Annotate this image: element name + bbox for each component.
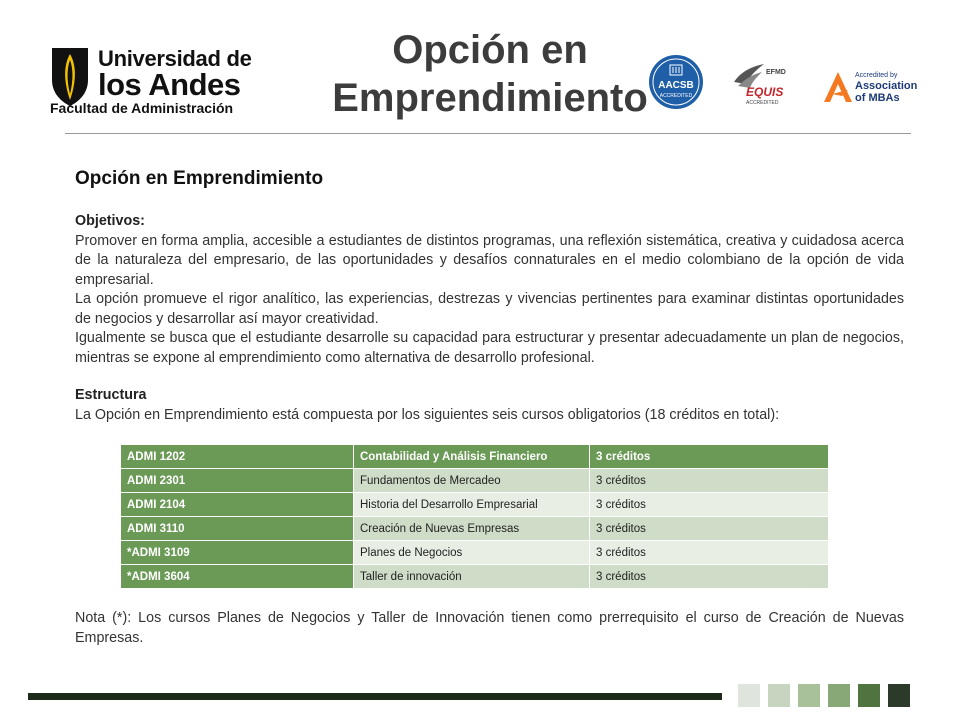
course-code: ADMI 2104: [121, 493, 354, 517]
amba-label-1: Association: [855, 80, 917, 92]
estructura-text: La Opción en Emprendimiento está compuesta por los siguientes seis cursos obligatorios (18 créditos en total):: [75, 406, 780, 423]
footer-square: [768, 684, 790, 707]
course-credits: 3 créditos: [590, 565, 829, 589]
course-code: *ADMI 3604: [121, 565, 354, 589]
logo-line3: Facultad de Administración: [50, 100, 234, 116]
aacsb-sublabel: ACCREDITED: [659, 93, 693, 99]
page-title: Opción en Emprendimiento: [332, 28, 648, 120]
table-row: [121, 517, 829, 541]
prerequisite-note: Nota (*): Los cursos Planes de Negocios y Taller de Innovación tienen como prerrequisito el curso de Creación de Nuevas Empresas.: [75, 610, 904, 646]
course-name: Fundamentos de Mercadeo: [354, 469, 590, 493]
course-code: ADMI 3110: [121, 517, 354, 541]
equis-sublabel: ACCREDITED: [746, 100, 779, 106]
footer-bar: [28, 693, 722, 700]
footer-square: [798, 684, 820, 707]
courses-table: [120, 444, 829, 589]
course-code: ADMI 1202: [121, 445, 354, 469]
footer-square: [828, 684, 850, 707]
table-row: [121, 493, 829, 517]
objectives-paragraph-1: Promover en forma amplia, accesible a estudiantes de distintos programas, una reflexión sistemática, creativa y cuidadosa acerca de la naturaleza del empresario, de las oportunidades y desafíos connaturales en el medio colombiano de la opción de vida empresarial.: [75, 232, 904, 288]
logo-line2: los Andes: [98, 67, 241, 102]
header-divider: [65, 133, 911, 134]
uniandes-shield-icon: [50, 46, 90, 108]
objectives-paragraph-3: Igualmente se busca que el estudiante desarrolle su capacidad para estructurar y presentar adecuadamente un plan de negocios, mientras se expone al emprendimiento como alternativa de desarrollo profesional.: [75, 330, 904, 366]
objectives-heading: Objetivos:: [75, 213, 145, 229]
estructura-block: [75, 386, 904, 425]
table-row: [121, 445, 829, 469]
course-credits: 3 créditos: [590, 469, 829, 493]
course-code: *ADMI 3109: [121, 541, 354, 565]
amba-small-label: Accredited by: [855, 72, 898, 79]
footer-square: [888, 684, 910, 707]
course-code: ADMI 2301: [121, 469, 354, 493]
table-row: [121, 541, 829, 565]
course-name: Planes de Negocios: [354, 541, 590, 565]
course-credits: 3 créditos: [590, 445, 829, 469]
section-title: Opción en Emprendimiento: [75, 168, 324, 189]
course-credits: 3 créditos: [590, 517, 829, 541]
footer-square: [738, 684, 760, 707]
course-name: Creación de Nuevas Empresas: [354, 517, 590, 541]
table-row: [121, 565, 829, 589]
amba-badge-icon: [822, 68, 917, 104]
logo-line1: Universidad de: [98, 46, 252, 71]
objectives-paragraph-2: La opción promueve el rigor analítico, las experiencias, destrezas y vivencias pertinentes para examinar distintas oportunidades de negocios y desarrollar así mayor creatividad.: [75, 291, 904, 327]
course-credits: 3 créditos: [590, 541, 829, 565]
course-name: Historia del Desarrollo Empresarial: [354, 493, 590, 517]
equis-label: EQUIS: [746, 85, 784, 99]
estructura-heading: Estructura: [75, 387, 147, 403]
aacsb-label: AACSB: [658, 80, 694, 91]
table-row: [121, 469, 829, 493]
objectives-block: [75, 212, 904, 368]
course-name: Contabilidad y Análisis Financiero: [354, 445, 590, 469]
efmd-label: EFMD: [766, 69, 786, 76]
course-name: Taller de innovación: [354, 565, 590, 589]
course-credits: 3 créditos: [590, 493, 829, 517]
equis-badge-icon: [728, 60, 792, 106]
amba-label-2: of MBAs: [855, 92, 900, 104]
footer-square: [858, 684, 880, 707]
uniandes-logo: [50, 44, 252, 116]
aacsb-badge-icon: [648, 54, 704, 110]
